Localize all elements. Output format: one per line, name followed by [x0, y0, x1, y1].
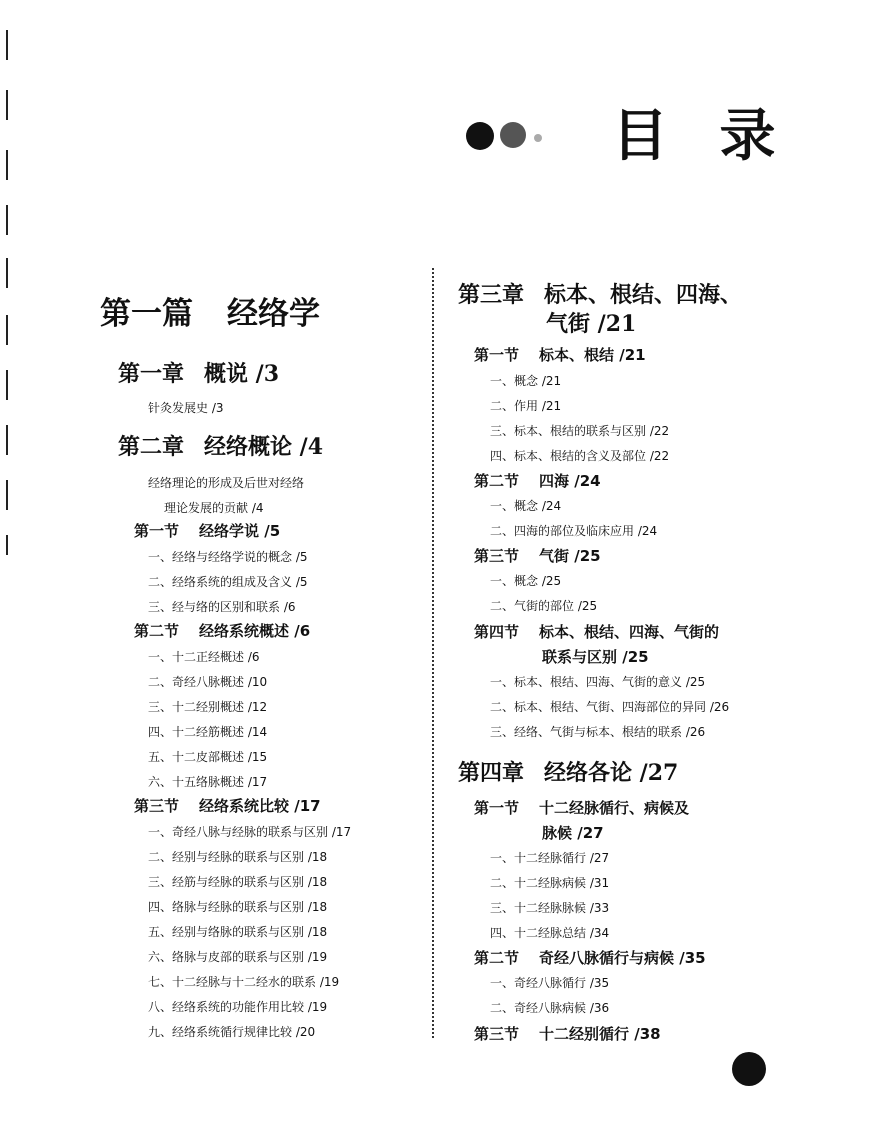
toc-item: 三、经与络的区别和联系 /6 [148, 600, 296, 614]
toc-item: 四、络脉与经脉的联系与区别 /18 [148, 900, 328, 914]
section-heading: 第一节 十二经脉循行、病候及 [474, 799, 690, 817]
chapter-heading: 第一章 概说 /3 [118, 361, 280, 387]
chapter-heading: 第四章 经络各论 /27 [458, 760, 679, 786]
binding-mark [6, 150, 8, 180]
column-divider [432, 268, 434, 1038]
toc-item: 一、概念 /25 [490, 574, 562, 588]
binding-mark [6, 30, 8, 60]
toc-item: 三、经络、气街与标本、根结的联系 /26 [490, 725, 706, 739]
toc-item: 一、十二经脉循行 /27 [490, 851, 610, 865]
toc-item: 九、经络系统循行规律比较 /20 [148, 1025, 316, 1039]
part-subject: 经络学 [227, 296, 320, 332]
section-heading: 第三节 经络系统比较 /17 [134, 797, 321, 815]
binding-mark [6, 425, 8, 455]
toc-item: 一、奇经八脉与经脉的联系与区别 /17 [148, 825, 352, 839]
page-title: 目 录 [612, 104, 792, 169]
binding-mark [6, 315, 8, 345]
toc-item: 五、十二皮部概述 /15 [148, 750, 268, 764]
section-heading: 第一节 标本、根结 /21 [474, 346, 646, 364]
page-corner-dot-icon [732, 1052, 766, 1086]
toc-item: 一、概念 /21 [490, 374, 562, 388]
binding-mark [6, 370, 8, 400]
decorative-dot-icon [500, 122, 526, 148]
section-heading: 第二节 四海 /24 [474, 472, 601, 490]
toc-item: 六、十五络脉概述 /17 [148, 775, 268, 789]
binding-mark [6, 258, 8, 288]
binding-mark [6, 205, 8, 235]
toc-item: 经络理论的形成及后世对经络 [148, 476, 305, 490]
toc-item: 五、经别与络脉的联系与区别 /18 [148, 925, 328, 939]
binding-mark [6, 535, 8, 555]
binding-mark [6, 90, 8, 120]
toc-item: 理论发展的贡献 /4 [164, 501, 264, 515]
chapter-heading: 第二章 经络概论 /4 [118, 434, 324, 460]
part-label: 第一篇 [100, 296, 193, 332]
toc-item: 一、经络与经络学说的概念 /5 [148, 550, 308, 564]
toc-item: 八、经络系统的功能作用比较 /19 [148, 1000, 328, 1014]
toc-item: 一、十二正经概述 /6 [148, 650, 260, 664]
toc-item: 四、十二经脉总结 /34 [490, 926, 610, 940]
toc-item: 一、奇经八脉循行 /35 [490, 976, 610, 990]
toc-item: 二、作用 /21 [490, 399, 562, 413]
toc-item: 二、四海的部位及临床应用 /24 [490, 524, 658, 538]
section-heading: 第三节 十二经别循行 /38 [474, 1025, 661, 1043]
section-heading: 第一节 经络学说 /5 [134, 522, 281, 540]
toc-item: 针灸发展史 /3 [148, 401, 224, 415]
section-heading: 第二节 奇经八脉循行与病候 /35 [474, 949, 706, 967]
toc-item: 二、奇经八脉概述 /10 [148, 675, 268, 689]
toc-item: 三、十二经脉脉候 /33 [490, 901, 610, 915]
part-heading [100, 288, 320, 333]
toc-item: 六、络脉与皮部的联系与区别 /19 [148, 950, 328, 964]
toc-item: 四、十二经筋概述 /14 [148, 725, 268, 739]
section-heading: 第二节 经络系统概述 /6 [134, 622, 311, 640]
section-heading-cont: 脉候 /27 [542, 824, 604, 842]
toc-item: 三、标本、根结的联系与区别 /22 [490, 424, 670, 438]
toc-item: 七、十二经脉与十二经水的联系 /19 [148, 975, 340, 989]
toc-item: 二、气街的部位 /25 [490, 599, 598, 613]
toc-item: 三、经筋与经脉的联系与区别 /18 [148, 875, 328, 889]
section-heading: 第三节 气街 /25 [474, 547, 601, 565]
toc-item: 三、十二经别概述 /12 [148, 700, 268, 714]
toc-item: 二、标本、根结、气街、四海部位的异同 /26 [490, 700, 730, 714]
binding-mark [6, 480, 8, 510]
chapter-heading: 第三章 标本、根结、四海、 [458, 282, 743, 308]
toc-item: 一、标本、根结、四海、气街的意义 /25 [490, 675, 706, 689]
toc-item: 二、十二经脉病候 /31 [490, 876, 610, 890]
toc-item: 一、概念 /24 [490, 499, 562, 513]
chapter-heading-cont: 气街 /21 [546, 311, 637, 337]
decorative-dot-icon [534, 134, 542, 142]
toc-item: 四、标本、根结的含义及部位 /22 [490, 449, 670, 463]
toc-item: 二、奇经八脉病候 /36 [490, 1001, 610, 1015]
section-heading: 第四节 标本、根结、四海、气街的 [474, 623, 720, 641]
decorative-dot-icon [466, 122, 494, 150]
toc-item: 二、经络系统的组成及含义 /5 [148, 575, 308, 589]
section-heading-cont: 联系与区别 /25 [542, 648, 649, 666]
toc-item: 二、经别与经脉的联系与区别 /18 [148, 850, 328, 864]
